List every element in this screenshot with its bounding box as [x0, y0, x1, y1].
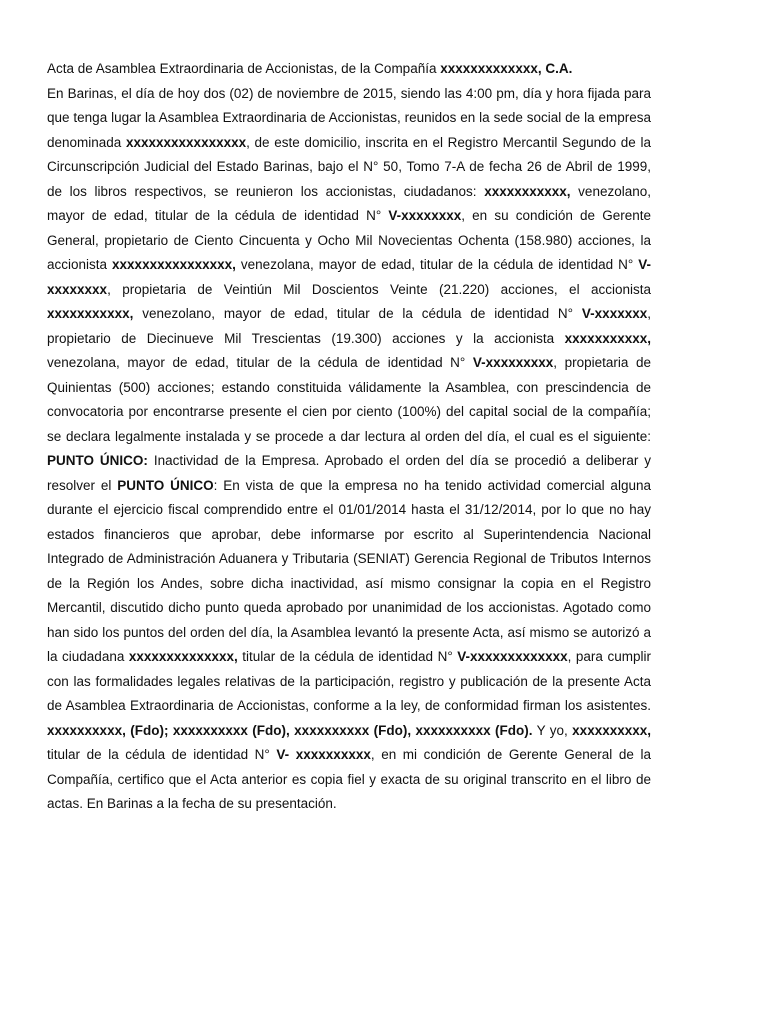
bold-run: xxxxxxxxxxxxxx,	[128, 649, 238, 664]
text-run: , para cumplir con las formalidades legales relativas de la participación, registro y publicación de la presente Acta de Asamblea Extraordinaria de Accionistas, conforme a la ley, de conformidad firman los asistentes.	[47, 649, 651, 713]
text-run: venezolano, mayor de edad, titular de la cédula de identidad N°	[47, 183, 651, 223]
text-run: , en mi condición de Gerente General de la Compañía, certifico que el Acta anterior es copia fiel y exacta de su original transcrito en el libro de actas. En Barinas a la fecha de su presentación.	[47, 747, 651, 811]
bold-run: V-xxxxxxxxx	[472, 355, 554, 370]
text-run: venezolana, mayor de edad, titular de la cédula de identidad N°	[47, 355, 473, 370]
bold-run: xxxxxxxxxxxxxxxx	[125, 134, 247, 150]
text-run: , propietaria de Veintiún Mil Doscientos Veinte (21.220) acciones, el accionista	[107, 281, 651, 297]
document-page	[47, 57, 651, 817]
bold-run: V- xxxxxxxxxx	[276, 747, 371, 762]
text-run: , propietaria de Quinientas (500) acciones; estando constituida válidamente la Asamblea, con prescindencia de convocatoria por encontrarse presente el cien por ciento (100%) del capital social de la compañía; se declara legalmente instalada y se procede a dar lectura al orden del día, el cual es el siguiente:	[47, 355, 651, 444]
text-run: En Barinas, el día de hoy dos (02) de noviembre de 2015, siendo las 4:00 pm, día y hora fijada para que tenga lugar la Asamblea Extraordinaria de Accionistas, reunidos en la sede social de la empresa denominada	[47, 85, 651, 150]
text-run: titular de la cédula de identidad N°	[47, 747, 277, 762]
company-name: xxxxxxxxxxxxx, C.A.	[440, 61, 573, 76]
text-run: , propietario de Diecinueve Mil Trescientas (19.300) acciones y la accionista	[47, 306, 651, 346]
document-body	[47, 82, 651, 817]
text-run: venezolano, mayor de edad, titular de la cédula de identidad N°	[133, 306, 582, 321]
title-text: Acta de Asamblea Extraordinaria de Accionistas, de la Compañía	[47, 61, 441, 76]
text-run: , en su condición de Gerente General, propietario de Ciento Cincuenta y Ocho Mil Novecientas Ochenta (158.980) acciones, la accionista	[47, 208, 651, 272]
bold-run: V-xxxxxxxx	[388, 208, 462, 223]
bold-run: xxxxxxxxxxxxxxxx,	[112, 257, 236, 272]
bold-run: V-xxxxxxxx	[47, 257, 651, 297]
text-run: , de este domicilio, inscrita en el Registro Mercantil Segundo de la Circunscripción Judicial del Estado Barinas, bajo el N° 50, Tomo 7-A de fecha 26 de Abril de 1999, de los libros respectivos, se reunieron los accionistas, ciudadanos:	[47, 134, 651, 199]
document-title	[47, 57, 651, 82]
bold-run: PUNTO ÚNICO:	[47, 453, 148, 468]
bold-run: V-xxxxxxxxxxxxx	[457, 649, 568, 664]
bold-run: xxxxxxxxxx,	[572, 722, 652, 738]
text-run: venezolana, mayor de edad, titular de la cédula de identidad N°	[235, 257, 639, 272]
text-run: : En vista de que la empresa no ha tenido actividad comercial alguna durante el ejercicio fiscal comprendido entre el 01/01/2014 hasta el 31/12/2014, por lo que no hay estados financieros que aprobar, debe informarse por escrito al Superintendencia Nacional Integrado de Administración Aduanera y Tributaria (SENIAT) Gerencia Regional de Tributos Internos de la Región los Andes, sobre dicha inactividad, así mismo consignar la copia en el Registro Mercantil, discutido dicho punto queda aprobado por unanimidad de los accionistas. Agotado como han sido los puntos del orden del día, la Asamblea levantó la presente Acta, así mismo se autorizó a la ciudadana	[47, 477, 651, 664]
bold-run: xxxxxxxxxx, (Fdo); xxxxxxxxxx (Fdo), xxxxxxxxxx (Fdo), xxxxxxxxxx (Fdo).	[47, 722, 533, 738]
text-run: Inactividad de la Empresa. Aprobado el orden del día se procedió a deliberar y resolver el	[47, 453, 651, 493]
bold-run: PUNTO ÚNICO	[117, 477, 214, 493]
bold-run: V-xxxxxxx	[581, 306, 648, 321]
bold-run: xxxxxxxxxxx,	[484, 183, 571, 199]
bold-run: xxxxxxxxxxx,	[47, 306, 134, 321]
text-run: titular de la cédula de identidad N°	[237, 649, 458, 664]
text-run: Y yo,	[532, 722, 573, 738]
bold-run: xxxxxxxxxxx,	[564, 330, 651, 346]
